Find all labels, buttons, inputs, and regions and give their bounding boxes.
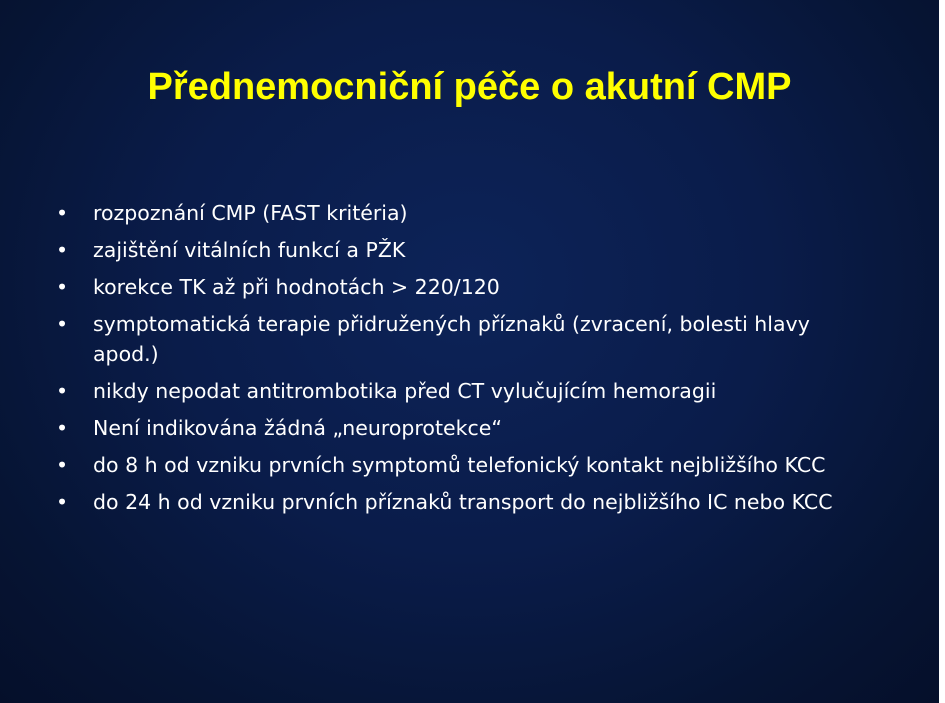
list-item-text: zajištění vitálních funkcí a PŽK xyxy=(93,238,406,262)
bullet-list xyxy=(56,198,876,524)
page-edge xyxy=(939,0,945,703)
list-item-text: symptomatická terapie přidružených příznaků (zvracení, bolesti hlavy apod.) xyxy=(93,312,810,366)
bullet-icon: • xyxy=(56,416,69,440)
list-item xyxy=(56,272,876,302)
bullet-icon: • xyxy=(56,453,69,477)
list-item-text: rozpoznání CMP (FAST kritéria) xyxy=(93,201,408,225)
list-item xyxy=(56,450,876,480)
list-item-text: nikdy nepodat antitrombotika před CT vylučujícím hemoragii xyxy=(93,379,717,403)
list-item xyxy=(56,413,876,443)
list-item-text: korekce TK až při hodnotách > 220/120 xyxy=(93,275,500,299)
list-item-text: do 8 h od vzniku prvních symptomů telefonický kontakt nejbližšího KCC xyxy=(93,453,826,477)
bullet-icon: • xyxy=(56,312,69,336)
list-item xyxy=(56,198,876,228)
bullet-icon: • xyxy=(56,238,69,262)
list-item xyxy=(56,309,876,369)
slide-title: Přednemocniční péče o akutní CMP xyxy=(147,66,792,108)
list-item-text: Není indikována žádná „neuroprotekce“ xyxy=(93,416,502,440)
bullet-icon: • xyxy=(56,275,69,299)
list-item xyxy=(56,376,876,406)
list-item-text: do 24 h od vzniku prvních příznaků transport do nejbližšího IC nebo KCC xyxy=(93,490,833,514)
list-item xyxy=(56,487,876,517)
list-item xyxy=(56,235,876,265)
bullet-icon: • xyxy=(56,201,69,225)
bullet-icon: • xyxy=(56,379,69,403)
bullet-icon: • xyxy=(56,490,69,514)
